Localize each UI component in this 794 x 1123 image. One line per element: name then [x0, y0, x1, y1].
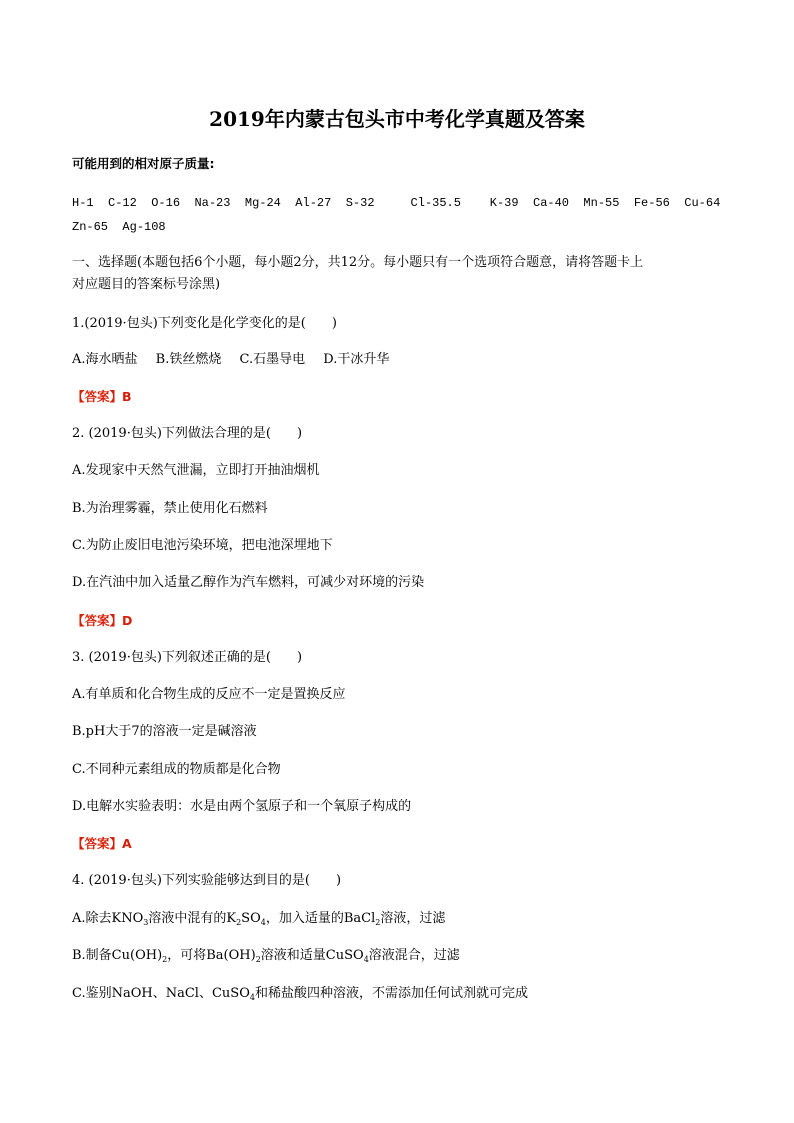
question-2-option-c: C.为防止废旧电池污染环境，把电池深埋地下 [72, 538, 333, 553]
text-part: ，加入适量的BaCl [265, 911, 376, 926]
question-4-option-a [72, 910, 445, 928]
text-part: 溶液中混有的K [148, 911, 237, 926]
mass-item: C-12 [108, 196, 137, 210]
question-3-option-c: C.不同种元素组成的物质都是化合物 [72, 762, 281, 777]
mass-item: Fe-56 [633, 196, 670, 210]
option-d: D.干冰升华 [323, 352, 390, 367]
question-3-option-d: D.电解水实验表明：水是由两个氢原子和一个氧原子构成的 [72, 799, 412, 814]
question-4-option-c [72, 985, 528, 1003]
text-part: B.制备Cu(OH) [72, 948, 163, 963]
question-4-option-b [72, 947, 460, 965]
section-instruction-line-1: 一、选择题(本题包括6个小题，每小题2分，共12分。每小题只有一个选项符合题意，请将答题卡上 [72, 255, 644, 270]
subscript: 3 [143, 918, 149, 927]
mass-item: Mg-24 [244, 196, 281, 210]
text-part: SO [241, 911, 261, 926]
mass-item: K-39 [489, 196, 519, 210]
mass-item: Al-27 [295, 196, 332, 210]
answer-label: 【答案】 [72, 613, 123, 628]
answer-label: 【答案】 [72, 836, 123, 851]
question-2-option-b: B.为治理雾霾，禁止使用化石燃料 [72, 501, 268, 516]
subscript: 2 [162, 955, 168, 964]
text-part: 溶液和适量CuSO [260, 948, 364, 963]
question-3-answer [72, 835, 132, 853]
question-1-options [72, 351, 403, 369]
question-1-answer [72, 388, 132, 406]
question-2-option-a: A.发现家中天然气泄漏，立即打开抽油烟机 [72, 463, 320, 478]
atomic-mass-heading: 可能用到的相对原子质量: [72, 156, 215, 171]
atomic-mass-row-1 [72, 194, 720, 212]
section-instruction-line-2: 对应题目的答案标号涂黑) [72, 277, 221, 292]
subscript: 2 [255, 955, 261, 964]
mass-item: Mn-55 [583, 196, 620, 210]
subscript: 2 [236, 918, 242, 927]
subscript: 2 [375, 918, 381, 927]
option-a: A.海水晒盐 [72, 352, 138, 367]
question-3-option-b: B.pH大于7的溶液一定是碱溶液 [72, 724, 257, 739]
question-4-stem: 4. (2019·包头)下列实验能够达到目的是( ) [72, 873, 342, 888]
subscript: 4 [249, 993, 255, 1002]
question-1-stem: 1.(2019·包头)下列变化是化学变化的是( ) [72, 316, 337, 331]
page-title: 2019年内蒙古包头市中考化学真题及答案 [209, 107, 585, 131]
answer-value: B [122, 389, 132, 404]
option-c: C.石墨导电 [239, 352, 306, 367]
question-2-answer [72, 612, 132, 630]
answer-value: A [122, 836, 132, 851]
atomic-mass-row-2 [72, 218, 166, 236]
mass-item: H-1 [72, 196, 94, 210]
text-part: 溶液混合，过滤 [368, 948, 460, 963]
text-part: 和稀盐酸四种溶液，不需添加任何试剂就可完成 [254, 986, 528, 1001]
text-part: 溶液，过滤 [380, 911, 446, 926]
mass-item: S-32 [345, 196, 375, 210]
mass-item: O-16 [151, 196, 181, 210]
mass-item: Na-23 [194, 196, 231, 210]
subscript: 4 [260, 918, 266, 927]
answer-label: 【答案】 [72, 389, 123, 404]
mass-item: Zn-65 [72, 220, 109, 234]
text-part: ，可将Ba(OH) [167, 948, 256, 963]
question-2-stem: 2. (2019·包头)下列做法合理的是( ) [72, 426, 303, 441]
text-part: C.鉴别NaOH、NaCl、CuSO [72, 986, 250, 1001]
mass-item: Cu-64 [684, 196, 721, 210]
answer-value: D [122, 613, 133, 628]
question-3-stem: 3. (2019·包头)下列叙述正确的是( ) [72, 650, 303, 665]
option-b: B.铁丝燃烧 [155, 352, 222, 367]
mass-item: Ca-40 [533, 196, 570, 210]
question-3-option-a: A.有单质和化合物生成的反应不一定是置换反应 [72, 687, 346, 702]
text-part: A.除去KNO [72, 911, 144, 926]
question-2-option-d: D.在汽油中加入适量乙醇作为汽车燃料，可减少对环境的污染 [72, 575, 425, 590]
mass-item: Ag-108 [122, 220, 166, 234]
subscript: 4 [363, 955, 369, 964]
mass-item: Cl-35.5 [410, 196, 461, 210]
